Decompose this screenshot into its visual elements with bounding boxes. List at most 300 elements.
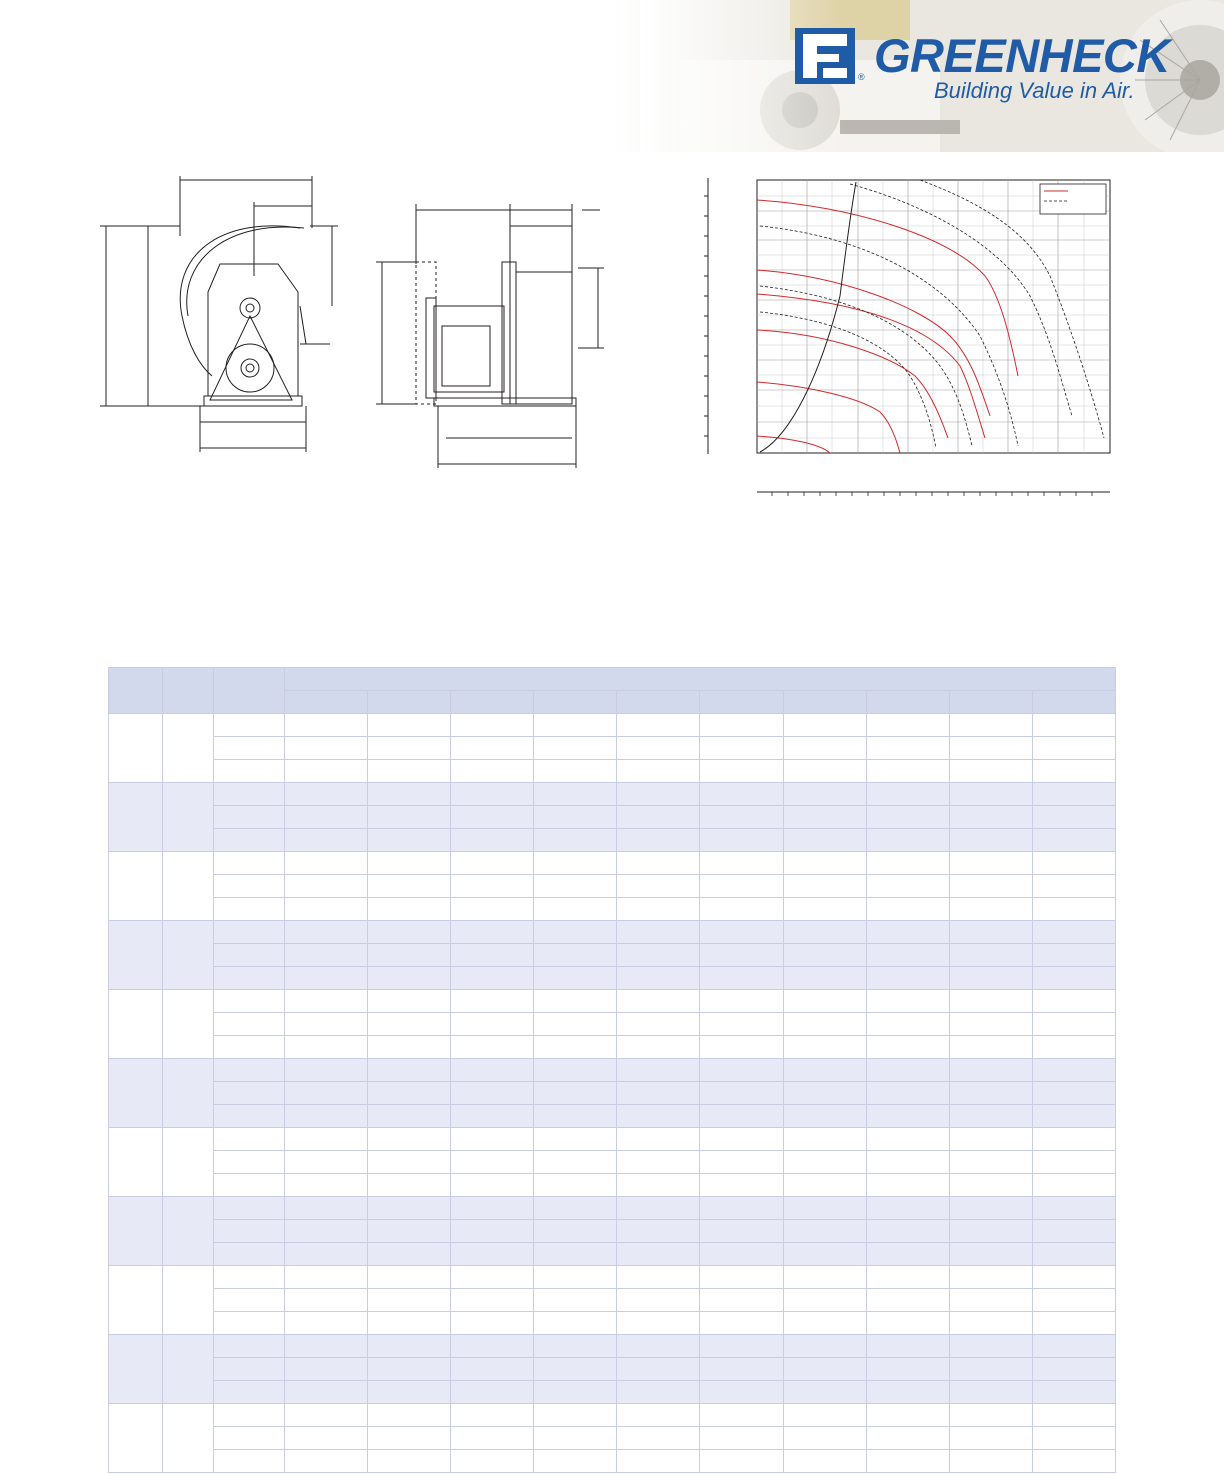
table-cell [368,714,451,737]
table-cell [285,967,368,990]
table-cell [451,1013,534,1036]
table-row [109,1358,1116,1381]
table-cell [368,1289,451,1312]
table-row [109,760,1116,783]
table-cell [214,1358,285,1381]
table-cell [368,875,451,898]
table-cell [700,921,783,944]
table-cell [617,1289,700,1312]
table-cell [700,760,783,783]
header-cell [783,691,866,714]
table-cell [617,1404,700,1427]
table-cell [214,967,285,990]
header-cell [451,691,534,714]
table-cell [866,737,949,760]
table-cell [866,1427,949,1450]
table-cell [214,1404,285,1427]
table-cell [285,921,368,944]
table-cell [617,1358,700,1381]
table-cell [949,1220,1032,1243]
table-cell [783,1036,866,1059]
table-cell [285,1036,368,1059]
table-cell [451,1404,534,1427]
table-cell [451,898,534,921]
table-cell [534,967,617,990]
table-cell [451,783,534,806]
table-cell [285,1312,368,1335]
table-cell [534,1059,617,1082]
table-cell [949,1266,1032,1289]
table-cell [368,1105,451,1128]
table-cell [700,1105,783,1128]
table-cell [534,737,617,760]
table-cell [1032,990,1115,1013]
table-cell [1032,1404,1115,1427]
table-cell [617,1197,700,1220]
table-row [109,714,1116,737]
table-cell [534,806,617,829]
table-cell [866,1312,949,1335]
header-cell [368,691,451,714]
brand-tagline: Building Value in Air. [934,78,1135,103]
table-cell [451,1266,534,1289]
table-cell [700,1082,783,1105]
table-cell [1032,1082,1115,1105]
table-row [109,1312,1116,1335]
table-cell [451,921,534,944]
table-cell [534,1151,617,1174]
table-cell [700,1151,783,1174]
table-cell [700,1450,783,1473]
table-cell [783,1335,866,1358]
table-group-cell [163,1266,214,1335]
table-cell [866,1105,949,1128]
table-cell [214,1197,285,1220]
table-cell [1032,1036,1115,1059]
table-cell [700,1289,783,1312]
table-row [109,944,1116,967]
table-cell [1032,898,1115,921]
table-header-row [109,668,1116,691]
table-cell [451,1197,534,1220]
table-cell [534,1335,617,1358]
table-cell [949,1174,1032,1197]
table-cell [214,1105,285,1128]
table-cell [214,852,285,875]
table-cell [700,875,783,898]
table-cell [949,1312,1032,1335]
brand-name: GREENHECK [874,29,1170,82]
table-cell [214,1013,285,1036]
table-group-cell [163,990,214,1059]
table-cell [214,829,285,852]
header-cell [949,691,1032,714]
table-cell [534,1174,617,1197]
table-cell [1032,1358,1115,1381]
table-cell [368,852,451,875]
table-cell [866,1197,949,1220]
table-cell [617,1220,700,1243]
table-cell [368,1197,451,1220]
table-group-cell [109,990,163,1059]
table-cell [617,1450,700,1473]
table-cell [285,1059,368,1082]
header-cell [285,668,1116,691]
table-cell [700,852,783,875]
table-cell [949,1105,1032,1128]
table-cell [949,1450,1032,1473]
table-cell [1032,1220,1115,1243]
table-cell [285,1289,368,1312]
table-row [109,921,1116,944]
table-body [109,714,1116,1473]
table-cell [368,1151,451,1174]
table-cell [534,1013,617,1036]
table-cell [617,829,700,852]
table-cell [949,806,1032,829]
table-cell [451,1036,534,1059]
table-cell [783,1243,866,1266]
table-cell [534,990,617,1013]
table-cell [451,1082,534,1105]
table-row [109,1082,1116,1105]
table-cell [949,1059,1032,1082]
table-row [109,1289,1116,1312]
table-cell [783,1151,866,1174]
table-cell [534,875,617,898]
table-cell [368,1220,451,1243]
table-cell [534,760,617,783]
table-cell [214,1174,285,1197]
table-row [109,1174,1116,1197]
table-cell [285,898,368,921]
table-cell [534,1036,617,1059]
header-cell [1032,691,1115,714]
table-cell [214,990,285,1013]
table-cell [949,852,1032,875]
table-cell [368,967,451,990]
table-cell [1032,1174,1115,1197]
table-cell [866,1358,949,1381]
table-row [109,1059,1116,1082]
table-cell [285,806,368,829]
table-cell [451,1059,534,1082]
table-group-cell [109,783,163,852]
table-cell [534,714,617,737]
table-row [109,1197,1116,1220]
table-cell [534,1128,617,1151]
table-cell [534,1266,617,1289]
fan-curve-chart [700,176,1120,511]
table-cell [368,760,451,783]
table-cell [534,898,617,921]
table-cell [866,1082,949,1105]
table-cell [866,1059,949,1082]
table-cell [285,1220,368,1243]
table-group-cell [163,852,214,921]
table-cell [1032,1059,1115,1082]
table-cell [451,1381,534,1404]
table-cell [783,829,866,852]
table-cell [534,852,617,875]
table-cell [617,875,700,898]
table-cell [534,1243,617,1266]
table-cell [1032,714,1115,737]
table-cell [866,714,949,737]
table-cell [783,1105,866,1128]
table-cell [368,806,451,829]
table-cell [1032,1289,1115,1312]
table-cell [451,1174,534,1197]
table-cell [700,806,783,829]
header-cell [700,691,783,714]
table-cell [534,1220,617,1243]
table-cell [700,737,783,760]
table-cell [949,1358,1032,1381]
table-group-cell [163,1059,214,1128]
table-cell [368,921,451,944]
table-cell [866,783,949,806]
table-cell [285,990,368,1013]
table-cell [617,1312,700,1335]
table-cell [1032,1243,1115,1266]
table-cell [700,1174,783,1197]
table-cell [617,990,700,1013]
table-cell [451,1427,534,1450]
table-cell [949,1013,1032,1036]
table-cell [451,737,534,760]
table-cell [368,1404,451,1427]
table-cell [783,783,866,806]
table-cell [1032,944,1115,967]
table-cell [949,1036,1032,1059]
table-cell [783,921,866,944]
table-cell [285,1082,368,1105]
front-view-drawing [100,176,350,461]
table-group-cell [109,921,163,990]
table-cell [451,990,534,1013]
table-row [109,967,1116,990]
table-cell [617,1036,700,1059]
table-cell [368,829,451,852]
table-cell [1032,967,1115,990]
table-cell [783,852,866,875]
table-cell [285,875,368,898]
table-group-cell [109,714,163,783]
table-cell [368,1013,451,1036]
table-cell [214,1082,285,1105]
table-cell [617,1128,700,1151]
table-cell [451,760,534,783]
table-cell [783,1220,866,1243]
table-cell [534,1381,617,1404]
table-cell [368,1381,451,1404]
table-cell [1032,1427,1115,1450]
table-cell [949,1427,1032,1450]
table-cell [214,783,285,806]
table-cell [451,875,534,898]
table-cell [783,944,866,967]
table-cell [700,944,783,967]
table-row [109,1128,1116,1151]
table-cell [451,1128,534,1151]
table-cell [285,1105,368,1128]
table-cell [783,1312,866,1335]
table-cell [700,1266,783,1289]
table-cell [1032,783,1115,806]
table-cell [949,737,1032,760]
table-cell [617,1335,700,1358]
table-cell [285,1404,368,1427]
table-cell [1032,852,1115,875]
table-cell [534,829,617,852]
table-cell [700,1197,783,1220]
table-cell [949,1289,1032,1312]
table-cell [783,1174,866,1197]
table-cell [1032,737,1115,760]
table-cell [700,1243,783,1266]
table-cell [368,1128,451,1151]
table-cell [534,1404,617,1427]
table-cell [451,1105,534,1128]
table-cell [368,1059,451,1082]
table-cell [783,806,866,829]
table-cell [700,1013,783,1036]
header-cell [109,668,163,714]
table-row [109,1013,1116,1036]
table-cell [617,783,700,806]
header-cell [214,668,285,714]
table-cell [214,1335,285,1358]
table-cell [866,829,949,852]
table-cell [700,990,783,1013]
table-cell [949,1335,1032,1358]
table-cell [949,1243,1032,1266]
table-cell [368,1266,451,1289]
table-cell [783,1404,866,1427]
table-row [109,1404,1116,1427]
table-cell [949,1082,1032,1105]
table-cell [1032,1312,1115,1335]
table-group-cell [109,1197,163,1266]
table-group-cell [163,1404,214,1473]
table-cell [949,898,1032,921]
table-cell [1032,760,1115,783]
table-group-cell [163,1197,214,1266]
table-cell [617,944,700,967]
table-cell [866,1381,949,1404]
table-cell [949,760,1032,783]
table-cell [1032,1450,1115,1473]
table-cell [700,714,783,737]
table-row [109,1220,1116,1243]
table-cell [866,1128,949,1151]
table-cell [451,1243,534,1266]
table-cell [451,1220,534,1243]
table-cell [783,1082,866,1105]
table-cell [285,783,368,806]
table-cell [451,852,534,875]
table-cell [617,760,700,783]
table-cell [368,1036,451,1059]
table-cell [783,1059,866,1082]
table-row [109,1105,1116,1128]
table-cell [1032,875,1115,898]
table-row [109,1335,1116,1358]
table-cell [214,1450,285,1473]
table-group-cell [163,921,214,990]
side-view-drawing [376,176,616,481]
table-cell [1032,1381,1115,1404]
table-cell [214,737,285,760]
table-cell [949,967,1032,990]
table-cell [700,1128,783,1151]
table-cell [214,1151,285,1174]
table-cell [285,1197,368,1220]
table-row [109,1450,1116,1473]
table-cell [451,1289,534,1312]
table-cell [214,1289,285,1312]
table-cell [700,1312,783,1335]
page-header [0,0,1224,152]
header-cell [163,668,214,714]
table-row [109,783,1116,806]
table-cell [368,783,451,806]
table-cell [617,898,700,921]
table-cell [285,737,368,760]
table-cell [1032,921,1115,944]
table-cell [1032,1013,1115,1036]
table-cell [214,1243,285,1266]
table-cell [617,1059,700,1082]
table-cell [1032,1128,1115,1151]
table-cell [617,852,700,875]
registered-mark: ® [858,72,865,82]
table-cell [451,944,534,967]
table-cell [783,1197,866,1220]
table-cell [866,1243,949,1266]
table-cell [866,760,949,783]
table-cell [949,1151,1032,1174]
table-cell [866,990,949,1013]
table-cell [451,1335,534,1358]
table-cell [866,1013,949,1036]
table-cell [866,1335,949,1358]
table-cell [783,1013,866,1036]
table-cell [783,1427,866,1450]
table-cell [700,783,783,806]
table-cell [285,944,368,967]
table-cell [617,1381,700,1404]
table-cell [783,1358,866,1381]
table-cell [451,1312,534,1335]
table-cell [783,714,866,737]
table-cell [285,1450,368,1473]
table-cell [617,1013,700,1036]
table-cell [451,714,534,737]
table-cell [866,1450,949,1473]
table-cell [285,1013,368,1036]
table-cell [866,1404,949,1427]
table-cell [617,714,700,737]
table-cell [534,1358,617,1381]
table-cell [534,944,617,967]
table-cell [949,829,1032,852]
table-cell [534,1312,617,1335]
table-group-cell [109,1335,163,1404]
table-cell [368,1082,451,1105]
table-row [109,1381,1116,1404]
